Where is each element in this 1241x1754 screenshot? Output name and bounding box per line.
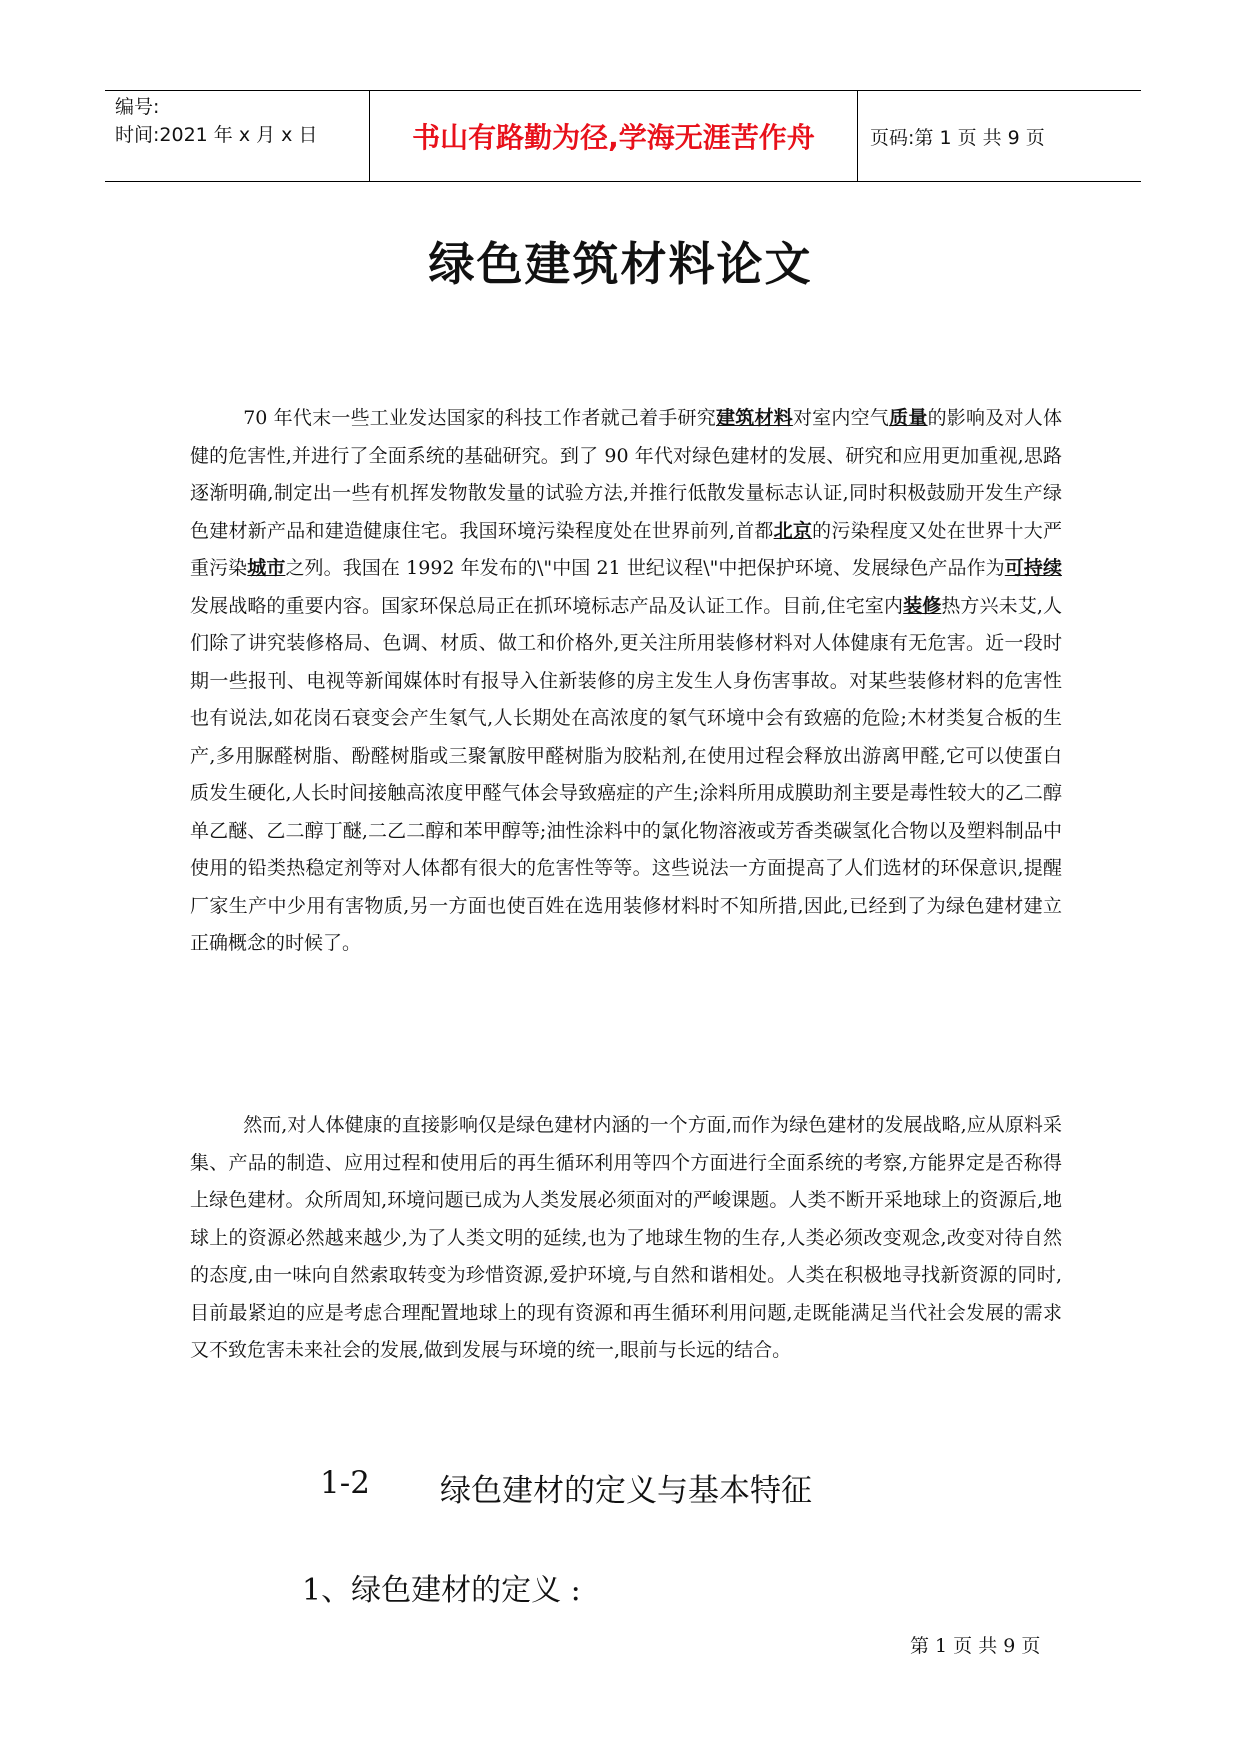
section-number: 1-2 (320, 1465, 370, 1501)
link-quality[interactable]: 质量 (889, 407, 928, 429)
subsection-heading: 1、绿色建材的定义 : (302, 1573, 581, 1608)
header-motto: 书山有路勤为径,学海无涯苦作舟 (370, 91, 858, 181)
paragraph-text: 发展战略的重要内容。国家环保总局正在抓环境标志产品及认证工作。目前,住宅室内 (190, 594, 904, 617)
paragraph-text: 之列。我国在 1992 年发布的\"中国 21 世纪议程\"中把保护环境、发展绿色产品作为 (285, 557, 1005, 579)
page-footer: 第 1 页 共 9 页 (910, 1635, 1041, 1657)
link-building-materials[interactable]: 建筑材料 (716, 407, 793, 429)
link-beijing[interactable]: 北京 (773, 519, 813, 542)
link-sustainable[interactable]: 可持续 (1004, 557, 1062, 579)
paragraph-text: 70 年代末一些工业发达国家的科技工作者就己着手研究 (243, 407, 716, 429)
header-number-label: 编号: (115, 96, 160, 118)
paragraph-text: 对室内空气 (792, 407, 890, 429)
document-title: 绿色建筑材料论文 (428, 237, 813, 291)
header-page-info: 页码:第 1 页 共 9 页 (870, 126, 1045, 149)
header-time-label: 时间:2021 年 x 月 x 日 (115, 124, 318, 146)
document-header (105, 90, 1141, 182)
header-meta-cell (105, 91, 370, 181)
paragraph-intro (190, 400, 1062, 963)
paragraph-text: 的影响及对人体健的危害性,并进行了全面系统的基础研究。到了 90 年代对绿色建材的发展、研究和应用更加重视,思路逐渐明确,制定出一些有机挥发物散发量的试验方法,并推行低散发量标志认证,同时积极鼓励开发生产绿色建材新产品和建造健康住宅。我国环境污染程度处在世界前列,首都 (190, 407, 1062, 542)
link-decoration[interactable]: 装修 (903, 594, 942, 617)
paragraph-text: 热方兴未艾,人们除了讲究装修格局、色调、材质、做工和价格外,更关注所用装修材料对人体健康有无危害。近一段时期一些报刊、电视等新闻媒体时有报导入住新装修的房主发生人身伤害事故。对某些装修材料的危害性也有说法,如花岗石衰变会产生氡气,人长期处在高浓度的氡气环境中会有致癌的危险;木材类复合板的生产,多用脲醛树脂、酚醛树脂或三聚氰胺甲醛树脂为胶粘剂,在使用过程会释放出游离甲醛,它可以使蛋白质发生硬化,人长时间接触高浓度甲醛气体会导致癌症的产生;涂料所用成膜助剂主要是毒性较大的乙二醇单乙醚、乙二醇丁醚,二乙二醇和苯甲醇等;油性涂料中的氯化物溶液或芳香类碳氢化合物以及塑料制品中使用的铅类热稳定剂等对人体都有很大的危害性等等。这些说法一方面提高了人们选材的环保意识,提醒厂家生产中少用有害物质,另一方面也使百姓在选用装修材料时不知所措,因此,已经到了为绿色建材建立正确概念的时候了。 (190, 594, 1062, 954)
paragraph-second: 然而,对人体健康的直接影响仅是绿色建材内涵的一个方面,而作为绿色建材的发展战略,应从原料采集、产品的制造、应用过程和使用后的再生循环利用等四个方面进行全面系统的考察,方能界定是否称得上绿色建材。众所周知,环境问题已成为人类发展必须面对的严峻课题。人类不断开采地球上的资源后,地球上的资源必然越来越少,为了人类文明的延续,也为了地球生物的生存,人类必须改变观念,改变对待自然的态度,由一味向自然索取转变为珍惜资源,爱护环境,与自然和谐相处。人类在积极地寻找新资源的同时,目前最紧迫的应是考虑合理配置地球上的现有资源和再生循环利用问题,走既能满足当代社会发展的需求又不致危害未来社会的发展,做到发展与环境的统一,眼前与长远的结合。 (190, 1114, 1062, 1361)
paragraph-text: 的污染程度又处在世界十大严重污染 (190, 519, 1062, 579)
section-title: 绿色建材的定义与基本特征 (440, 1473, 812, 1509)
section-heading (320, 1465, 812, 1510)
link-city[interactable]: 城市 (247, 557, 286, 579)
